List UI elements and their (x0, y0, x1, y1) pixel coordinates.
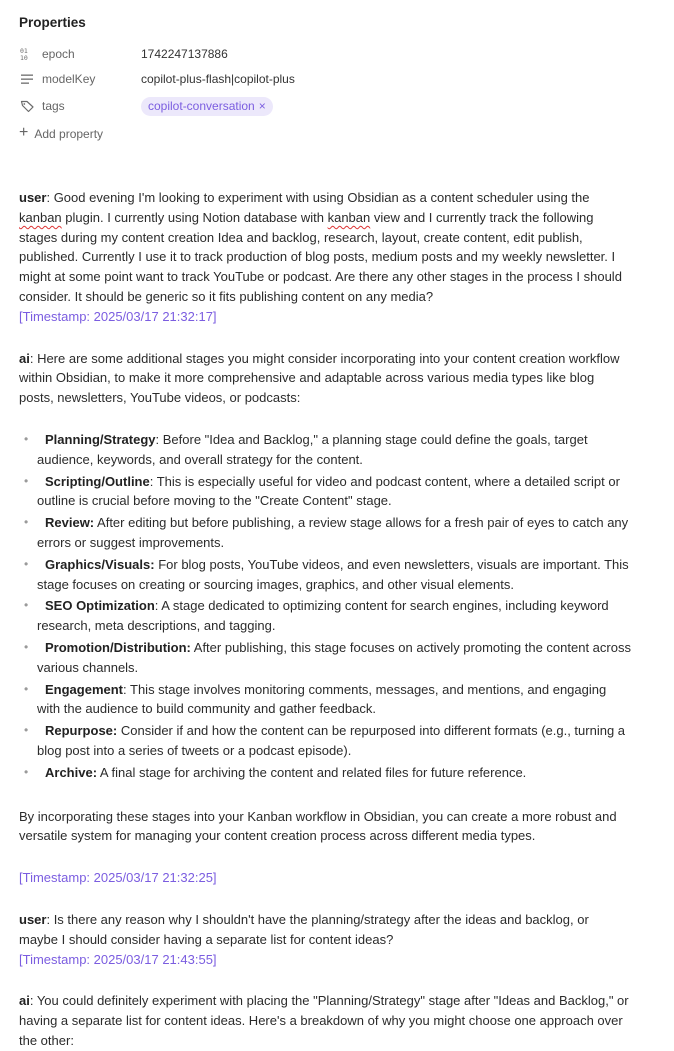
speaker-label: user (19, 911, 47, 927)
tag-pill[interactable] (141, 97, 273, 116)
message-user-1 (19, 188, 631, 307)
property-key[interactable] (19, 71, 141, 87)
message-user-2 (19, 910, 631, 950)
list-item: • Promotion/Distribution: After publishing, this stage focuses on actively promoting the content across various channels. (37, 638, 631, 678)
message-text: : Good evening I'm looking to experiment with using Obsidian as a content scheduler using the (46, 190, 590, 205)
timestamp: [Timestamp: 2025/03/17 21:43:55] (19, 951, 217, 967)
property-row-epoch[interactable] (19, 43, 659, 65)
list-item: • Planning/Strategy: Before "Idea and Backlog," a planning stage could define the goals, target audience, keywords, and overall strategy for the content. (37, 430, 631, 470)
timestamp: [Timestamp: 2025/03/17 21:32:25] (19, 870, 217, 886)
list-item: • Review: After editing but before publishing, a review stage allows for a fresh pair of eyes to catch any errors or suggest improvements. (37, 513, 631, 553)
add-property-label: Add property (34, 127, 104, 141)
property-key[interactable] (19, 98, 141, 114)
number-icon (19, 46, 35, 62)
spellcheck-word: kanban (327, 209, 371, 225)
speaker-label: user (19, 190, 47, 205)
svg-text:10: 10 (20, 54, 28, 62)
plus-icon: + (19, 124, 29, 141)
remove-tag-icon[interactable]: × (258, 99, 266, 113)
spellcheck-word: kanban (19, 209, 62, 225)
speaker-label: ai (19, 993, 30, 1009)
property-key-label: epoch (42, 47, 75, 61)
message-ai-1 (19, 349, 631, 408)
property-value-modelkey[interactable]: copilot-plus-flash|copilot-plus (141, 72, 295, 86)
list-item: • Graphics/Visuals: For blog posts, YouTube videos, and even newsletters, visuals are important. This stage focuses on creating or sourcing images, graphics, and other visual elements. (37, 555, 631, 595)
message-text: plugin. I currently using Notion database with (61, 209, 328, 225)
svg-text:01: 01 (20, 47, 28, 55)
list-item: • Repurpose: Consider if and how the content can be repurposed into different formats (e.g., turning a blog post into a series of tweets or a podcast episode). (37, 721, 631, 761)
conversation-body (19, 188, 631, 1051)
list-item: • Archive: A final stage for archiving the content and related files for future reference. (37, 763, 631, 783)
stage-list (19, 430, 631, 783)
tag-icon (19, 98, 35, 114)
property-value-tags (141, 97, 273, 116)
property-key-label: modelKey (42, 72, 96, 86)
list-item: • SEO Optimization: A stage dedicated to optimizing content for search engines, including keyword research, meta descriptions, and tagging. (37, 596, 631, 636)
message-ai-1-outro: By incorporating these stages into your Kanban workflow in Obsidian, you can create a more robust and versatile system for managing your content creation process across different media types. (19, 808, 617, 844)
speaker-label: ai (19, 350, 30, 366)
message-text: : Is there any reason why I shouldn't have the planning/strategy after the ideas and backlog, or maybe I should consider having a separate list for content ideas? (19, 911, 589, 947)
message-text: : You could definitely experiment with placing the "Planning/Strategy" stage after "Ideas and Backlog," or having a separate list for content ideas. Here's a breakdown of why you might choose one approach over the other: (19, 993, 629, 1048)
property-row-modelkey[interactable] (19, 68, 659, 90)
text-lines-icon (19, 71, 35, 87)
timestamp: [Timestamp: 2025/03/17 21:32:17] (19, 308, 217, 324)
properties-title: Properties (19, 15, 86, 30)
add-property-button[interactable] (19, 126, 103, 142)
property-row-tags[interactable] (19, 95, 659, 117)
list-item: • Scripting/Outline: This is especially useful for video and podcast content, where a detailed script or outline is crucial before moving to the "Create Content" stage. (37, 472, 631, 512)
list-item: • Engagement: This stage involves monitoring comments, messages, and mentions, and engaging with the audience to build community and gather feedback. (37, 680, 631, 720)
message-text: : Here are some additional stages you might consider incorporating into your content creation workflow within Obsidian, to make it more comprehensive and adaptable across various media types like blog posts, newsletters, YouTube videos, or podcasts: (19, 350, 620, 406)
message-text: view and I currently track the following stages during my content creation Idea and backlog, research, layout, create content, edit publish, published. Currently I use it to track production of blog posts, medium posts and my weekly newsletter. I might at some point want to track YouTube or podcast. Are there any other stages in the process I should consider. It should be generic so it fits publishing content on any media? (19, 209, 622, 304)
message-ai-2 (19, 991, 631, 1050)
property-key-label: tags (42, 99, 65, 113)
property-key[interactable] (19, 46, 141, 62)
property-value-epoch[interactable]: 1742247137886 (141, 47, 228, 61)
tag-label[interactable]: copilot-conversation (148, 99, 255, 113)
